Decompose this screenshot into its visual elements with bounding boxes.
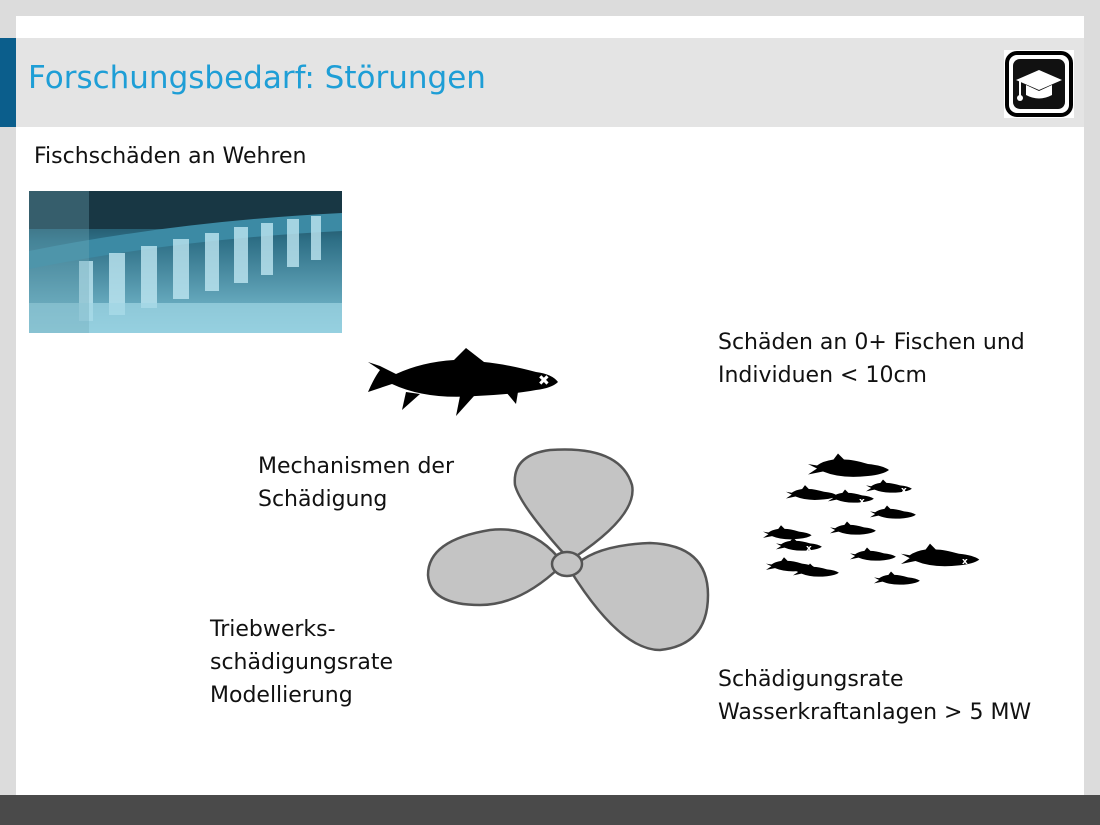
fish-icon bbox=[366, 344, 562, 420]
title-bar-accent bbox=[0, 38, 16, 127]
weir-photo bbox=[29, 191, 342, 333]
fish-school-icon bbox=[758, 448, 990, 593]
svg-text:x: x bbox=[962, 557, 968, 567]
label-mechanisms-2: Schädigung bbox=[258, 487, 388, 512]
label-plants-1: Schädigungsrate bbox=[718, 667, 904, 692]
svg-text:✖: ✖ bbox=[538, 373, 550, 389]
svg-text:x: x bbox=[806, 544, 812, 554]
graduation-cap-icon bbox=[1004, 50, 1074, 118]
propeller-icon bbox=[420, 445, 715, 665]
label-small-fish-1: Schäden an 0+ Fischen und bbox=[718, 330, 1025, 355]
label-small-fish-2: Individuen < 10cm bbox=[718, 363, 927, 388]
slide-title: Forschungsbedarf: Störungen bbox=[28, 60, 486, 96]
label-mechanisms-1: Mechanismen der bbox=[258, 454, 455, 479]
footer-bar bbox=[0, 795, 1100, 825]
label-plants-2: Wasserkraftanlagen > 5 MW bbox=[718, 700, 1032, 725]
subtitle: Fischschäden an Wehren bbox=[34, 144, 307, 169]
label-turbine-3: Modellierung bbox=[210, 683, 353, 708]
svg-text:x: x bbox=[859, 497, 865, 507]
svg-text:x: x bbox=[901, 486, 907, 496]
label-turbine-2: schädigungsrate bbox=[210, 650, 394, 675]
label-turbine-1: Triebwerks- bbox=[210, 617, 336, 642]
